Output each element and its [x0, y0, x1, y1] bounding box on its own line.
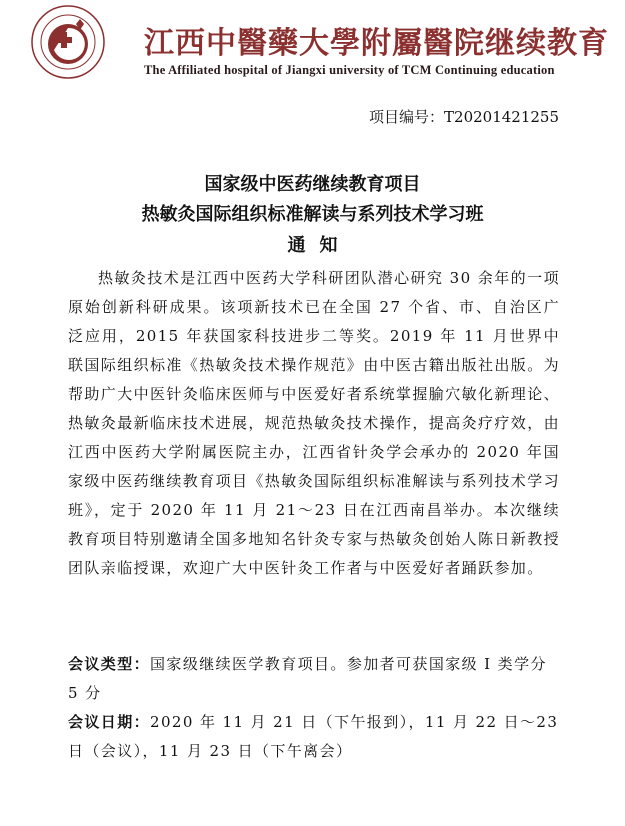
meeting-date-field: [68, 708, 560, 766]
meeting-date-value: 2020 年 11 月 21 日（下午报到），11 月 22 日～23 日（会议），11 月 23 日（下午离会）: [68, 713, 559, 760]
meeting-date-label: 会议日期：: [68, 713, 151, 731]
hospital-seal-logo-icon: [30, 4, 106, 80]
notice-heading: 通知: [287, 235, 352, 256]
title-line-1: 国家级中医药继续教育项目: [204, 174, 421, 195]
meeting-type-field: [68, 650, 560, 708]
meeting-type-label: 会议类型：: [68, 655, 151, 673]
meeting-type-value: 国家级继续医学教育项目。参加者可获国家级 I 类学分 5 分: [68, 655, 547, 702]
institution-name-cn: 江西中醫藥大學附屬醫院继续教育: [144, 26, 609, 61]
project-number: 项目编号：T20201421255: [369, 108, 559, 126]
title-line-2: 热敏灸国际组织标准解读与系列技术学习班: [141, 204, 484, 225]
institution-name-en: The Affiliated hospital of Jiangxi university of TCM Continuing education: [144, 63, 555, 77]
letterhead: [0, 0, 625, 90]
notice-body-paragraph: 热敏灸技术是江西中医药大学科研团队潜心研究 30 余年的一项原始创新科研成果。该项新技术已在全国 27 个省、市、自治区广泛应用，2015 年获国家科技进步二等奖。2019 年 11 月世界中联国际组织标准《热敏灸技术操作规范》由中医古籍出版社出版。为帮助广大中医针灸临床医师与中医爱好者系统掌握腧穴敏化新理论、热敏灸最新临床技术进展，规范热敏灸技术操作，提高灸疗疗效，由江西中医药大学附属医院主办，江西省针灸学会承办的 2020 年国家级中医药继续教育项目《热敏灸国际组织标准解读与系列技术学习班》，定于 2020 年 11 月 21～23 日在江西南昌举办。本次继续教育项目特别邀请全国多地知名针灸专家与热敏灸创始人陈日新教授团队亲临授课，欢迎广大中医针灸工作者与中医爱好者踊跃参加。: [68, 269, 561, 577]
